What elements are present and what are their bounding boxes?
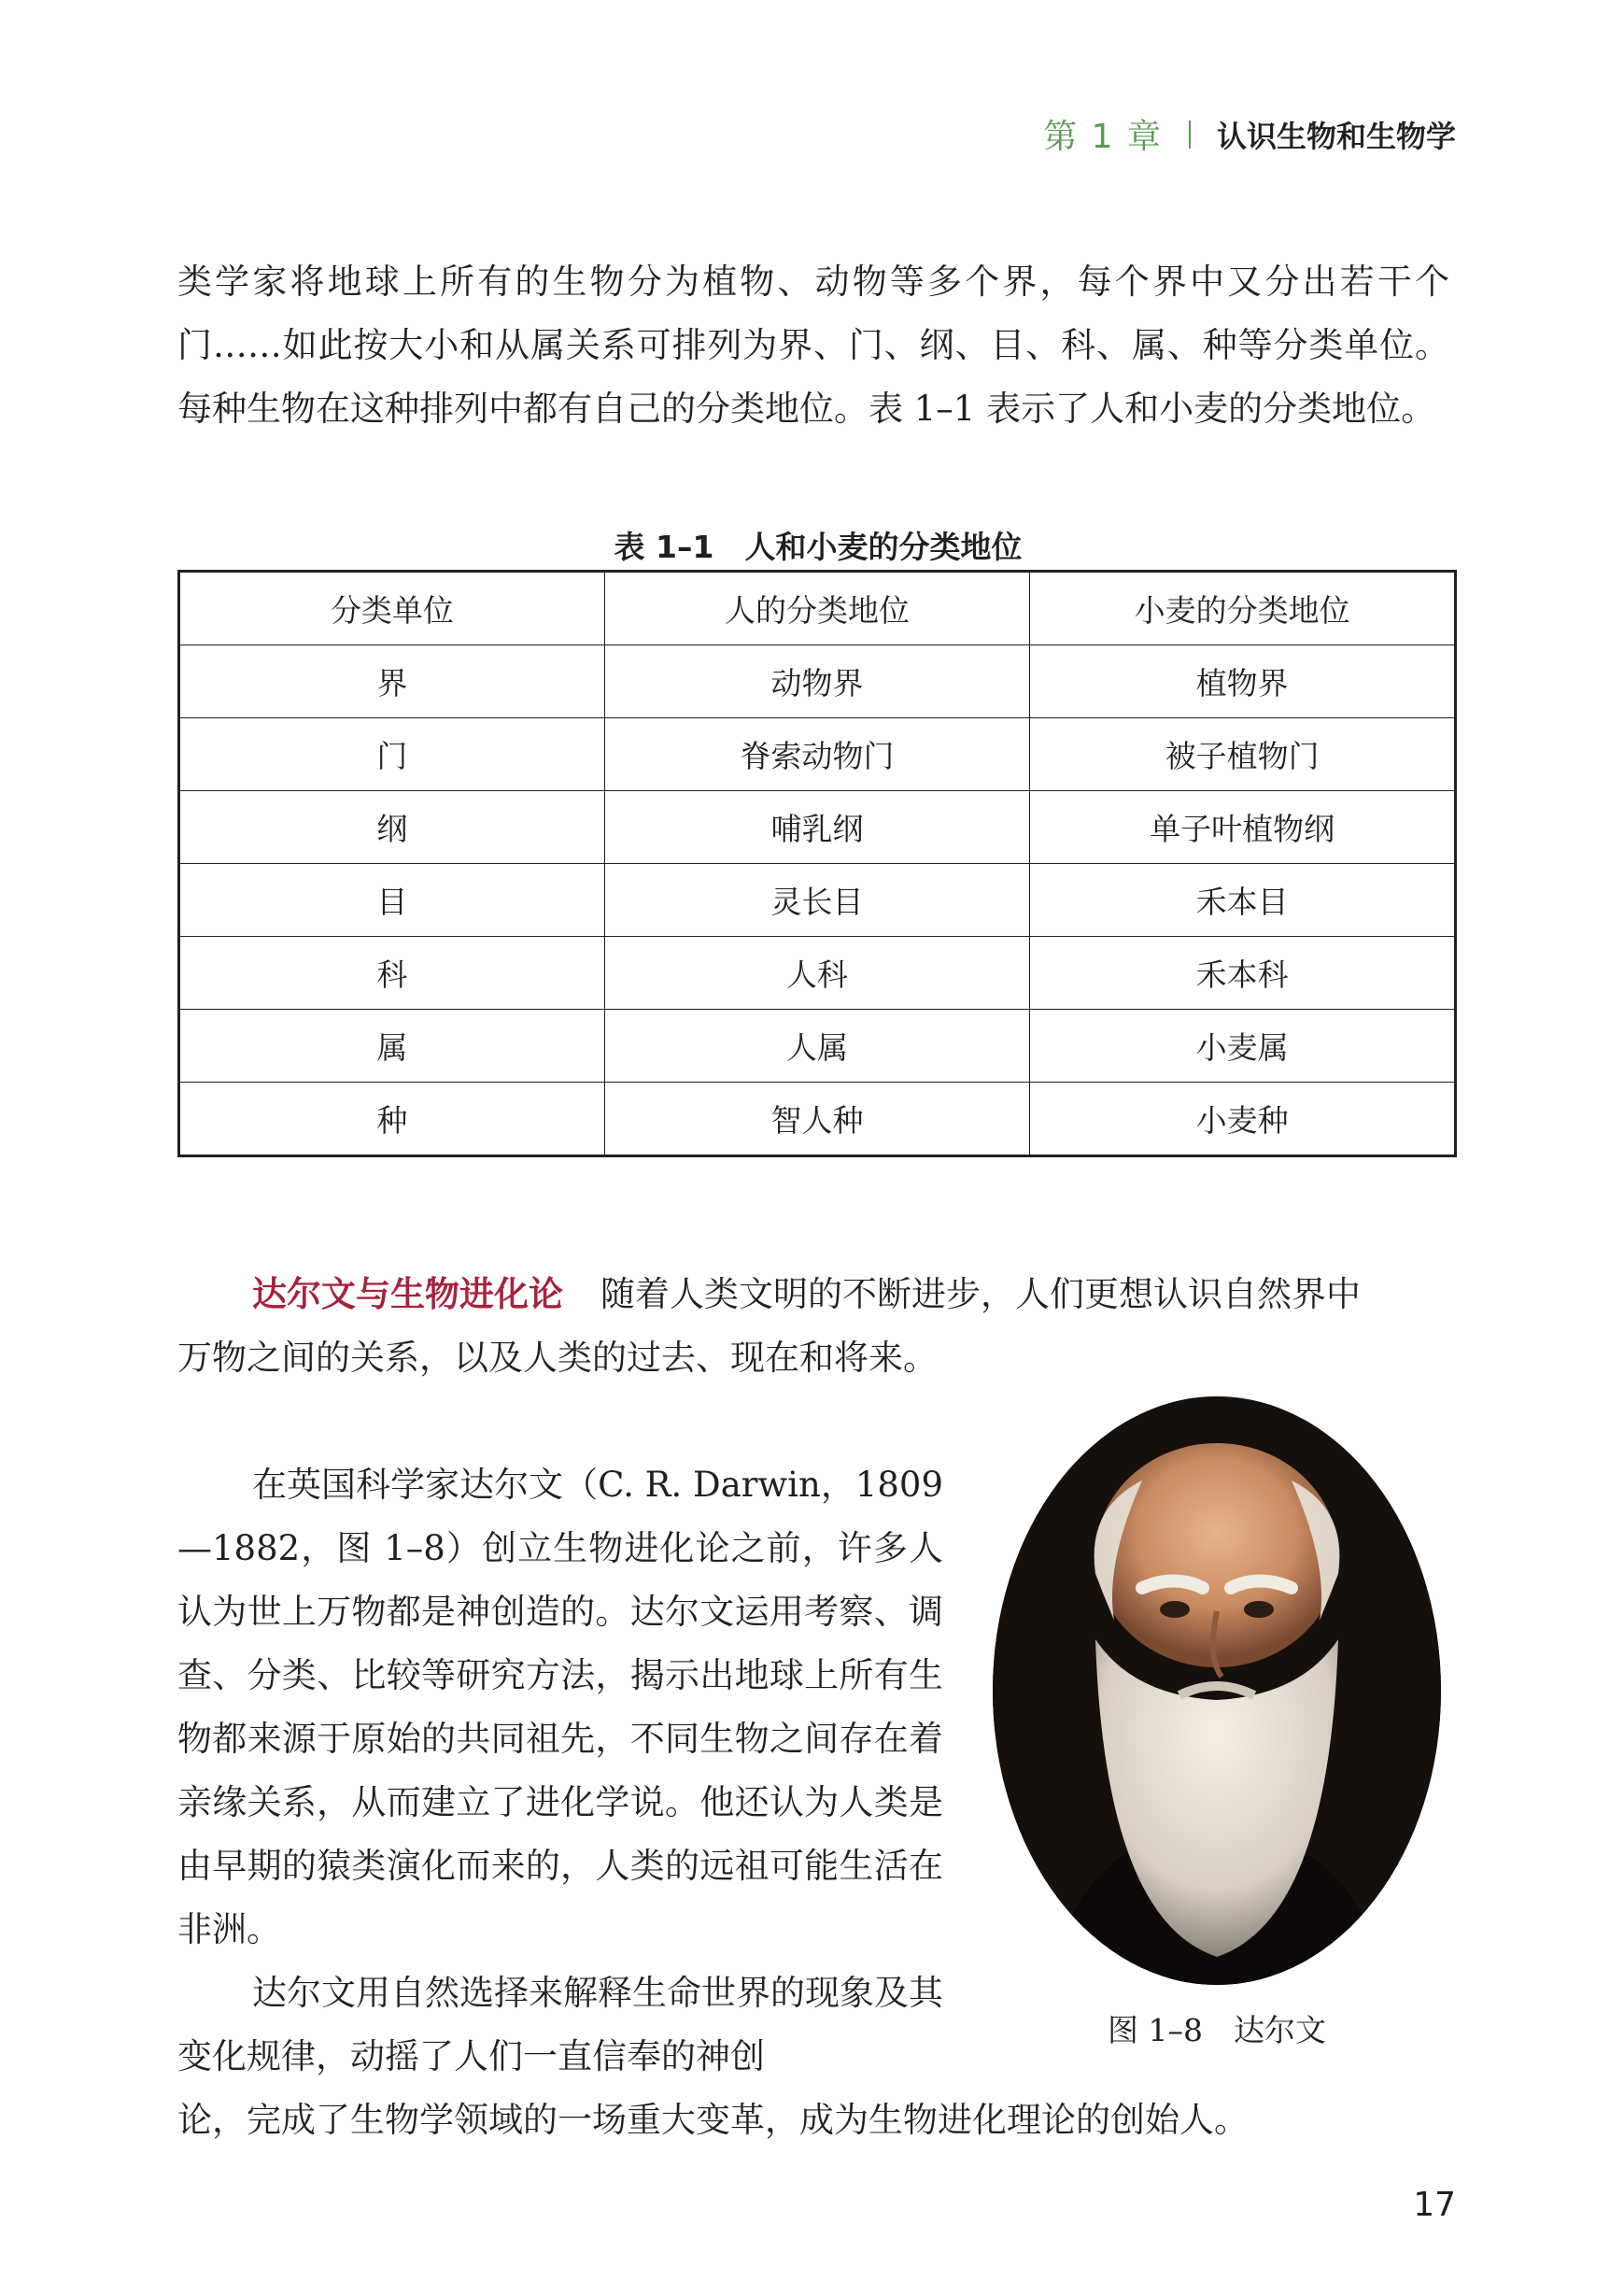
table-cell: 小麦种: [1030, 1083, 1456, 1156]
table-row: [179, 645, 1456, 718]
table-cell: 种: [179, 1083, 605, 1156]
header-divider: [1189, 120, 1191, 149]
table-cell: 禾本目: [1030, 864, 1456, 937]
table-cell: 人属: [604, 1010, 1030, 1083]
natural-selection-paragraph-end: 论，完成了生物学领域的一场重大变革，成为生物进化理论的创始人。: [177, 2100, 1249, 2140]
page-header: [1043, 110, 1456, 158]
natural-selection-paragraph: 达尔文用自然选择来解释生命世界的现象及其变化规律，动摇了人们一直信奉的神创: [177, 1973, 943, 2076]
darwin-portrait: [993, 1396, 1441, 1985]
table-row: [179, 718, 1456, 791]
intro-paragraph: 类学家将地球上所有的生物分为植物、动物等多个界，每个界中又分出若干个门……如此按大小和从属关系可排列为界、门、纲、目、科、属、种等分类单位。每种生物在这种排列中都有自己的分类地位。表 1–1 表示了人和小麦的分类地位。: [177, 262, 1449, 429]
table-cell: 植物界: [1030, 645, 1456, 718]
table-row: [179, 1083, 1456, 1156]
chapter-label: 第 1 章: [1043, 118, 1163, 156]
table-cell: 灵长目: [604, 864, 1030, 937]
table-row: [179, 1010, 1456, 1083]
table-cell: 哺乳纲: [604, 791, 1030, 864]
table-cell: 禾本科: [1030, 937, 1456, 1010]
table-cell: 被子植物门: [1030, 718, 1456, 791]
table-cell: 脊索动物门: [604, 718, 1030, 791]
table-header-cell: 人的分类地位: [604, 572, 1030, 645]
figure-caption: 图 1–8 达尔文: [1108, 2012, 1326, 2048]
darwin-paragraph: 在英国科学家达尔文（C. R. Darwin，1809—1882，图 1–8）创立生物进化论之前，许多人认为世上万物都是神创造的。达尔文运用考察、调查、分类、比较等研究方法，揭示出地球上所有生物都来源于原始的共同祖先，不同生物之间存在着亲缘关系，从而建立了进化学说。他还认为人类是由早期的猿类演化而来的，人类的远祖可能生活在非洲。: [177, 1465, 943, 1949]
table-cell: 纲: [179, 791, 605, 864]
darwin-portrait-illustration: [993, 1396, 1441, 1985]
table-cell: 界: [179, 645, 605, 718]
table-cell: 智人种: [604, 1083, 1030, 1156]
section-line1: 随着人类文明的不断进步，人们更想认识自然界中: [600, 1274, 1361, 1314]
table-cell: 动物界: [604, 645, 1030, 718]
table-header-cell: 分类单位: [179, 572, 605, 645]
table-row: [179, 864, 1456, 937]
table-cell: 科: [179, 937, 605, 1010]
table-caption: 表 1–1 人和小麦的分类地位: [614, 529, 1023, 565]
page-number: 17: [1413, 2186, 1456, 2224]
table-cell: 人科: [604, 937, 1030, 1010]
table-header-cell: 小麦的分类地位: [1030, 572, 1456, 645]
table-cell: 目: [179, 864, 605, 937]
table-cell: 属: [179, 1010, 605, 1083]
classification-table: [177, 570, 1457, 1157]
section-line2: 万物之间的关系，以及人类的过去、现在和将来。: [177, 1338, 938, 1378]
section-heading: 达尔文与生物进化论: [252, 1274, 563, 1314]
table-row: [179, 937, 1456, 1010]
table-cell: 单子叶植物纲: [1030, 791, 1456, 864]
table-row: [179, 791, 1456, 864]
table-cell: 门: [179, 718, 605, 791]
table-cell: 小麦属: [1030, 1010, 1456, 1083]
table-header-row: [179, 572, 1456, 645]
chapter-title: 认识生物和生物学: [1216, 118, 1456, 154]
section-first-line: [177, 1263, 1459, 1326]
